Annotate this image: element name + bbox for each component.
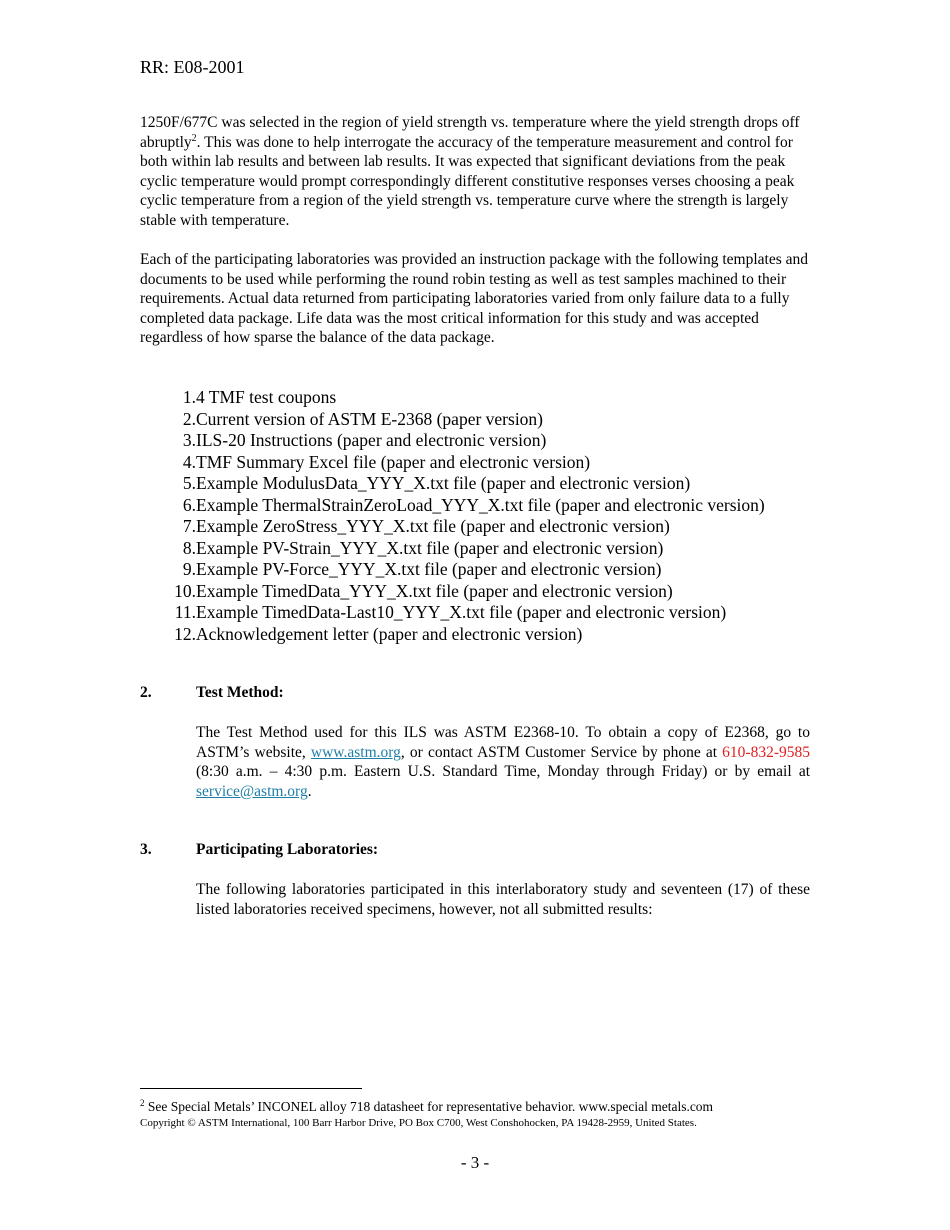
section-3-number: 3. — [140, 841, 152, 858]
footnote — [140, 1099, 713, 1115]
section-2-text: (8:30 a.m. – 4:30 p.m. Eastern U.S. Standard Time, Monday through Friday) or by email at — [196, 763, 810, 781]
paragraph-instruction-package: Each of the participating laboratories was provided an instruction package with the following templates and documents to be used while performing the round robin testing as well as test samples machined to their requirements. Actual data returned from participating laboratories varied from only failure data to a fully completed data package. Life data was the most critical information for this study and was accepted regardless of how sparse the balance of the data package. — [140, 251, 809, 347]
list-item-number: 5. — [182, 473, 196, 493]
report-id-header: RR: E08-2001 — [140, 57, 245, 77]
list-item-number: 2. — [182, 408, 196, 429]
section-2-body — [196, 723, 810, 801]
astm-website-link[interactable]: www.astm.org — [310, 743, 401, 761]
footnote-separator — [140, 1088, 362, 1089]
list-item-text: Example PV-Force_YYY_X.txt file (paper and electronic version) — [196, 559, 662, 579]
service-email-link[interactable]: service@astm.org — [196, 782, 308, 800]
page-number: - 3 - — [460, 1153, 490, 1172]
paragraph-text: 1250F/677C was selected in the region of yield strength vs. temperature where the yield strength drops off abruptly — [140, 114, 800, 151]
list-item-text: Example ModulusData_YYY_X.txt file (paper and electronic version) — [196, 473, 691, 493]
list-item-text: Example TimedData_YYY_X.txt file (paper and electronic version) — [196, 580, 673, 601]
list-item-text: Example ZeroStress_YYY_X.txt file (paper and electronic version) — [196, 516, 670, 536]
list-item-text: Acknowledgement letter (paper and electronic version) — [196, 623, 583, 644]
list-item-text: TMF Summary Excel file (paper and electronic version) — [196, 451, 591, 472]
section-2-number: 2. — [140, 684, 152, 701]
paragraph-temperature-selection — [140, 113, 810, 231]
list-item — [140, 581, 765, 603]
list-item-text: Example PV-Strain_YYY_X.txt file (paper and electronic version) — [196, 537, 664, 558]
list-item — [140, 409, 765, 431]
list-item-number: 9. — [182, 559, 196, 579]
customer-service-phone: 610-832-9585 — [722, 743, 810, 761]
list-item-number: 4. — [182, 451, 196, 472]
list-item-text: Example ThermalStrainZeroLoad_YYY_X.txt file (paper and electronic version) — [196, 494, 765, 515]
list-item — [140, 430, 765, 452]
list-item-number: 8. — [182, 537, 196, 558]
list-item — [140, 538, 765, 560]
list-item — [140, 559, 765, 581]
footnote-reference[interactable]: 2 — [191, 132, 197, 144]
section-3-body: The following laboratories participated in this interlaboratory study and seventeen (17) of these listed laboratories received specimens, however, not all submitted results: — [196, 881, 810, 918]
list-item-number: 3. — [182, 430, 196, 450]
section-2-text: , or contact ASTM Customer Service by phone at — [400, 743, 723, 761]
section-2-title: Test Method: — [196, 684, 284, 701]
list-item-number: 11. — [174, 602, 196, 622]
list-item-number: 12. — [174, 623, 196, 644]
list-item-number: 10. — [174, 580, 196, 601]
list-item-text: Example TimedData-Last10_YYY_X.txt file (paper and electronic version) — [196, 602, 727, 622]
list-item — [140, 495, 765, 517]
list-item-text: 4 TMF test coupons — [196, 387, 337, 407]
list-item — [140, 387, 765, 409]
footnote-marker: 2 — [140, 1098, 145, 1108]
list-item-number: 7. — [182, 516, 196, 536]
section-3-title: Participating Laboratories: — [196, 841, 379, 858]
list-item — [140, 624, 765, 646]
list-item-text: Current version of ASTM E-2368 (paper version) — [196, 408, 544, 429]
section-2-text: The Test Method used for this ILS was ASTM E2368-10. To obtain a copy of E2368, go to ASTM’s website, — [196, 724, 810, 761]
list-item — [140, 516, 765, 538]
list-item-text: ILS-20 Instructions (paper and electronic version) — [196, 430, 547, 450]
list-item — [140, 452, 765, 474]
paragraph-text: . This was done to help interrogate the accuracy of the temperature measurement and control for both within lab results and between lab results. It was expected that significant deviations from the peak cyclic temperature would prompt correspondingly different constitutive responses verses choosing a peak cyclic temperature from a region of the yield strength vs. temperature curve where the strength is largely stable with temperature. — [140, 133, 795, 229]
list-item-number: 1. — [182, 387, 196, 407]
section-2-text: . — [307, 782, 312, 800]
list-item-number: 6. — [182, 494, 196, 515]
footnote-text: See Special Metals’ INCONEL alloy 718 datasheet for representative behavior. www.special metals.com — [144, 1099, 714, 1114]
list-item — [140, 473, 765, 495]
list-item — [140, 602, 765, 624]
copyright-notice: Copyright © ASTM International, 100 Barr Harbor Drive, PO Box C700, West Conshohocken, PA 19428-2959, United States. — [140, 1117, 697, 1129]
package-items-list — [140, 387, 765, 645]
